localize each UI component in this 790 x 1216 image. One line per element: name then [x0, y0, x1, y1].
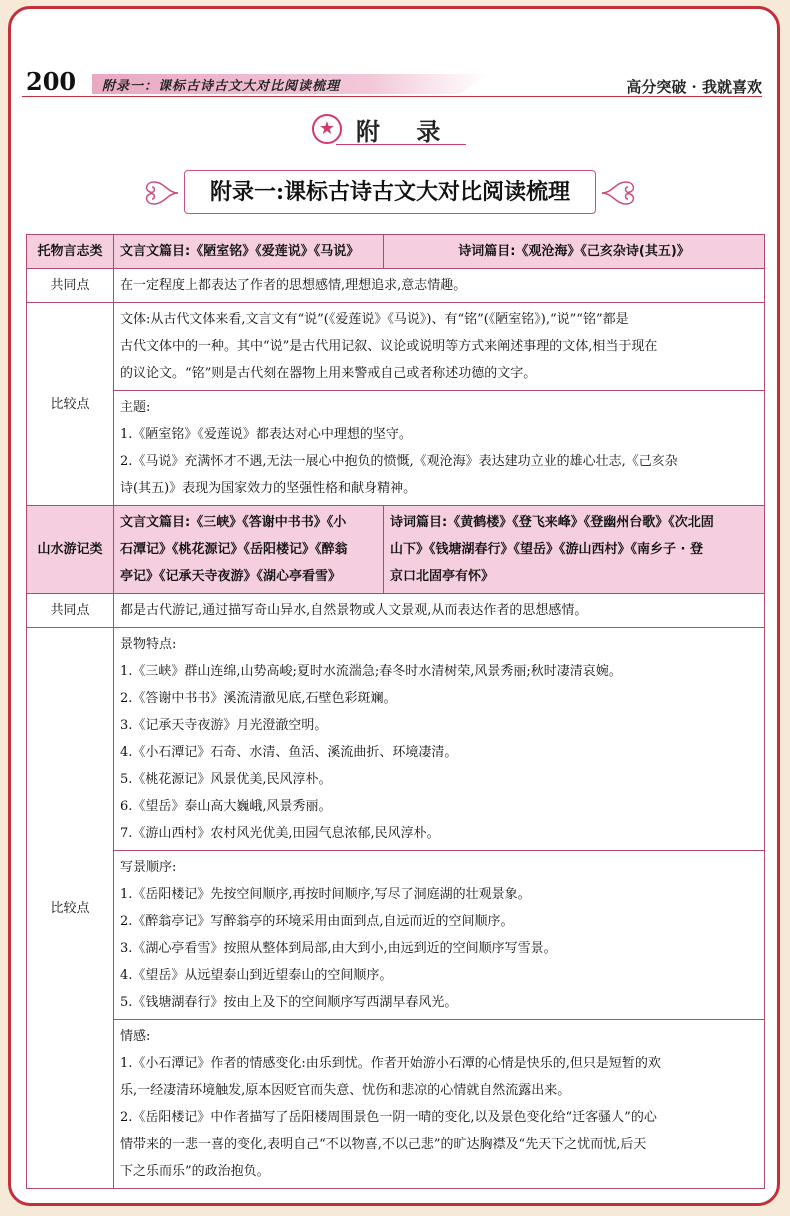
section-banner — [140, 168, 640, 218]
text-line: 3.《记承天寺夜游》月光澄澈空明。 — [120, 718, 328, 733]
table-row — [27, 506, 765, 594]
text-line: 情带来的一悲一喜的变化,表明自己“不以物喜,不以己悲”的旷达胸襟及“先天下之忧而忧,后天 — [120, 1137, 647, 1152]
text-line: 5.《钱塘湖春行》按由上及下的空间顺序写西湖早春风光。 — [120, 995, 458, 1010]
scenery-block — [114, 628, 765, 851]
order-block — [114, 851, 765, 1020]
text-line: 2.《醉翁亭记》写醉翁亭的环境采用由面到点,自远而近的空间顺序。 — [120, 914, 514, 929]
row-label: 比较点 — [27, 628, 114, 1189]
poetry-titles — [384, 506, 765, 594]
comparison-table — [26, 234, 765, 1189]
text-line: 诗(其五)》表现为国家效力的坚强性格和献身精神。 — [120, 481, 417, 496]
swirl-ornament-icon — [600, 174, 640, 212]
table-row — [27, 391, 765, 506]
text-line: 3.《湖心亭看雪》按照从整体到局部,由大到小,由远到近的空间顺序写雪景。 — [120, 941, 557, 956]
table-row — [27, 851, 765, 1020]
text-line: 京口北固亭有怀》 — [390, 569, 495, 584]
table-row — [27, 628, 765, 851]
text-line: 石潭记》《桃花源记》《岳阳楼记》《醉翁 — [120, 542, 348, 557]
text-line: 下之乐而乐”的政治抱负。 — [120, 1164, 270, 1179]
text-line: 乐,一经凄清环境触发,原本因贬官而失意、忧伤和悲凉的心情就自然流露出来。 — [120, 1083, 571, 1098]
appendix-heading-text: 附 录 — [356, 117, 455, 146]
text-line: 4.《小石潭记》石奇、水清、鱼活、溪流曲折、环境凄清。 — [120, 745, 458, 760]
table-row — [27, 269, 765, 303]
text-line: 1.《岳阳楼记》先按空间顺序,再按时间顺序,写尽了洞庭湖的壮观景象。 — [120, 887, 531, 902]
page-number: 200 — [26, 67, 77, 96]
theme-block — [114, 391, 765, 506]
text-line: 文言文篇目:《三峡》《答谢中书书》《小 — [120, 515, 347, 530]
table-row — [27, 235, 765, 269]
text-line: 1.《三峡》群山连绵,山势高峻;夏时水流湍急;春冬时水清树荣,风景秀丽;秋时凄清哀婉。 — [120, 664, 622, 679]
appendix-heading — [312, 112, 470, 146]
style-block — [114, 303, 765, 391]
table-row — [27, 1020, 765, 1189]
text-line: 2.《岳阳楼记》中作者描写了岳阳楼周围景色一阴一晴的变化,以及景色变化给“迁客骚人”的心 — [120, 1110, 657, 1125]
text-line: 主题: — [120, 400, 151, 415]
common-point-text: 在一定程度上都表达了作者的思想感情,理想追求,意志情趣。 — [114, 269, 765, 303]
common-point-text: 都是古代游记,通过描写奇山异水,自然景物或人文景观,从而表达作者的思想感情。 — [114, 594, 765, 628]
text-line: 4.《望岳》从远望泰山到近望泰山的空间顺序。 — [120, 968, 393, 983]
text-line: 6.《望岳》泰山高大巍峨,风景秀丽。 — [120, 799, 332, 814]
text-line: 1.《陋室铭》《爱莲说》都表达对心中理想的坚守。 — [120, 427, 412, 442]
header-slogan: 高分突破 · 我就喜欢 — [626, 78, 762, 96]
text-line: 古代文体中的一种。其中“说”是古代用记叙、议论或说明等方式来阐述事理的文体,相当于现在 — [120, 339, 658, 354]
text-line: 7.《游山西村》农村风光优美,田园气息浓郁,民风淳朴。 — [120, 826, 440, 841]
poetry-titles: 诗词篇目:《观沧海》《己亥杂诗(其五)》 — [384, 235, 765, 269]
text-line: 5.《桃花源记》风景优美,民风淳朴。 — [120, 772, 332, 787]
running-header — [22, 64, 762, 100]
text-line: 的议论文。“铭”则是古代刻在器物上用来警戒自己或者称述功德的文字。 — [120, 366, 537, 381]
text-line: 2.《马说》充满怀才不遇,无法一展心中抱负的愤慨,《观沧海》表达建功立业的雄心壮志,《己亥杂 — [120, 454, 678, 469]
text-line: 景物特点: — [120, 637, 177, 652]
row-label: 比较点 — [27, 303, 114, 506]
text-line: 1.《小石潭记》作者的情感变化:由乐到忧。作者开始游小石潭的心情是快乐的,但只是短暂的欢 — [120, 1056, 661, 1071]
row-label: 共同点 — [27, 594, 114, 628]
classical-prose-titles — [114, 506, 384, 594]
text-line: 诗词篇目:《黄鹤楼》《登飞来峰》《登幽州台歌》《次北固 — [390, 515, 714, 530]
table-row — [27, 594, 765, 628]
table-row — [27, 303, 765, 391]
appendix-underline — [336, 144, 466, 145]
emotion-block — [114, 1020, 765, 1189]
running-title: 附录一：课标古诗古文大对比阅读梳理 — [102, 79, 341, 94]
row-label: 共同点 — [27, 269, 114, 303]
category-cell: 山水游记类 — [27, 506, 114, 594]
category-cell: 托物言志类 — [27, 235, 114, 269]
text-line: 山下》《钱塘湖春行》《望岳》《游山西村》《南乡子 · 登 — [390, 542, 703, 557]
text-line: 情感: — [120, 1029, 151, 1044]
text-line: 写景顺序: — [120, 860, 177, 875]
text-line: 2.《答谢中书书》溪流清澈见底,石壁色彩斑斓。 — [120, 691, 397, 706]
header-rule — [22, 96, 762, 97]
classical-prose-titles: 文言文篇目:《陋室铭》《爱莲说》《马说》 — [114, 235, 384, 269]
star-icon: ★ — [312, 114, 342, 144]
text-line: 亭记》《记承天寺夜游》《湖心亭看雪》 — [120, 569, 342, 584]
text-line: 文体:从古代文体来看,文言文有“说”(《爱莲说》《马说》)、有“铭”(《陋室铭》),“说”“铭”都是 — [120, 312, 629, 327]
banner-title: 附录一:课标古诗古文大对比阅读梳理 — [209, 179, 571, 205]
